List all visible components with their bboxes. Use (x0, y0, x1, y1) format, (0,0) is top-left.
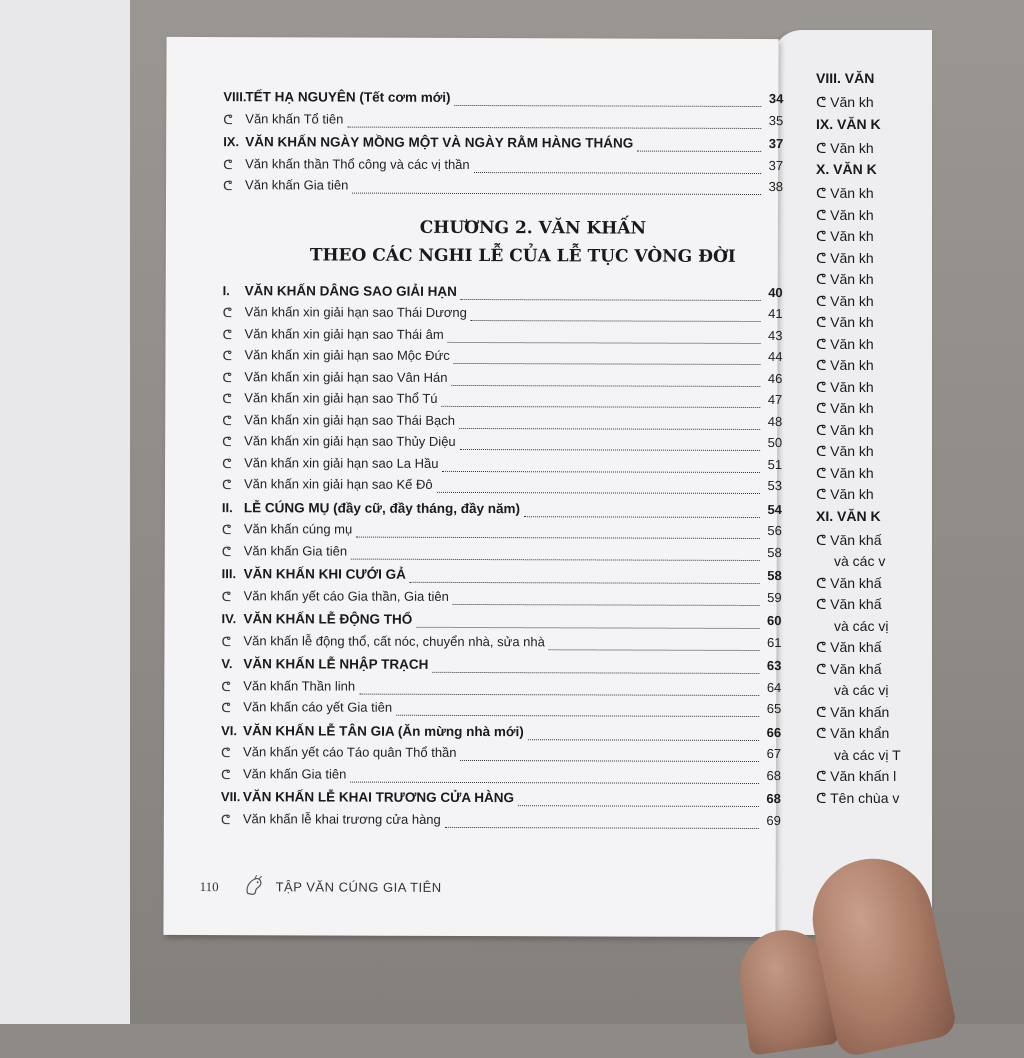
dot-leader (548, 649, 759, 651)
section-number: III. (221, 566, 237, 582)
toc-item-row (222, 543, 782, 565)
item-text: Văn khấn xin giải hạn sao Thủy Diệu (244, 433, 456, 449)
right-item-text: ᕦ Văn kh (816, 335, 874, 352)
bullet-icon: ᕦ (223, 178, 233, 194)
toc-item-row (222, 433, 782, 455)
item-page: 44 (767, 349, 783, 365)
section-number: IX. (223, 134, 240, 150)
item-text: Văn khấn cáo yết Gia tiên (243, 699, 393, 715)
item-text: Văn khấn xin giải hạn sao Thổ Tú (244, 390, 438, 406)
toc-item-row (223, 156, 783, 178)
item-text: Văn khấn xin giải hạn sao Thái âm (244, 325, 444, 342)
item-page: 48 (767, 413, 783, 429)
toc-item-row (222, 412, 782, 434)
section-title: LỄ CÚNG MỤ (đầy cữ, đầy tháng, đầy năm) (243, 499, 521, 516)
dot-leader (471, 320, 761, 322)
dot-leader (451, 384, 760, 386)
dot-leader (637, 151, 761, 152)
dot-leader (396, 715, 759, 717)
section-number: V. (221, 656, 233, 672)
bullet-icon: ᕦ (222, 412, 232, 428)
bullet-icon: ᕦ (220, 811, 231, 827)
item-text: Văn khấn xin giải hạn sao La Hầu (244, 454, 439, 471)
bullet-icon: ᕦ (222, 434, 232, 450)
footer-page-number: 110 (199, 879, 219, 895)
bullet-icon: ᕦ (223, 156, 233, 172)
right-section-heading: IX. VĂN K (816, 115, 881, 132)
item-text: Văn khấn thần Thổ công và các vị thần (245, 155, 470, 172)
toc-item-row (221, 699, 781, 721)
section-page: 37 (768, 136, 784, 152)
right-item-text: ᕦ Văn kh (816, 271, 874, 287)
toc-section-row (221, 611, 781, 633)
dot-leader (432, 672, 759, 674)
right-item-text: ᕦ Văn khấ (816, 596, 882, 612)
item-text: Văn khấn yết cáo Táo quân Thổ thần (243, 744, 457, 760)
toc-section-row (222, 500, 782, 522)
dot-leader (460, 449, 760, 451)
bullet-icon: ᕦ (222, 348, 232, 364)
right-item-text: ᕦ Văn kh (816, 486, 874, 502)
right-item-text: ᕦ Văn khấ (816, 660, 882, 677)
item-text: Văn khấn yết cáo Gia thần, Gia tiên (243, 587, 449, 604)
item-text: Văn khấn xin giải hạn sao Vân Hán (244, 368, 448, 385)
dot-leader (347, 126, 761, 128)
item-text: Văn khấn Gia tiên (243, 542, 348, 559)
section-title: VĂN KHẤN NGÀY MỒNG MỘT VÀ NGÀY RẰM HÀNG THÁNG (245, 134, 634, 151)
section-title: VĂN KHẤN LỄ KHAI TRƯƠNG CỬA HÀNG (242, 789, 515, 806)
item-page: 43 (768, 327, 783, 343)
toc-item-row (223, 304, 783, 326)
page-footer (200, 875, 600, 900)
item-text: Văn khấn xin giải hạn sao Thái Bạch (244, 411, 456, 428)
toc-item-row (221, 633, 781, 655)
dot-leader (524, 516, 760, 518)
item-text: Văn khấn Tổ tiên (245, 110, 344, 127)
right-item-text: ᕦ Văn kh (816, 185, 874, 201)
item-text: Văn khấn xin giải hạn sao Mộc Đức (244, 347, 450, 363)
chapter-title-line2: THEO CÁC NGHI LỄ CỦA LỄ TỤC VÒNG ĐỜI (309, 244, 736, 267)
item-page: 59 (767, 589, 782, 605)
section-page: 40 (768, 284, 783, 300)
toc-item-row (221, 766, 781, 788)
right-item-text: ᕦ Văn khấn l (816, 768, 897, 784)
section-page: 34 (768, 91, 784, 107)
dragon-logo-icon (244, 873, 266, 897)
right-item-text: ᕦ Văn kh (816, 206, 874, 223)
dot-leader (459, 427, 760, 429)
right-page (772, 30, 932, 935)
dot-leader (350, 781, 759, 783)
toc-item-row (223, 177, 783, 199)
right-item-text: ᕦ Văn kh (816, 400, 874, 416)
dot-leader (352, 193, 761, 195)
item-text: Văn khấn lễ động thổ, cất nóc, chuyển nhà, sửa nhà (243, 632, 545, 649)
bullet-icon: ᕦ (223, 111, 233, 127)
right-item-text: ᕦ Văn kh (816, 292, 874, 309)
right-item-text: và các vị T (834, 746, 901, 763)
dot-leader (359, 693, 759, 695)
section-number: VIII. (223, 89, 247, 105)
right-item-text: ᕦ Văn kh (816, 94, 874, 110)
left-page (163, 37, 784, 937)
dot-leader (453, 603, 760, 605)
footer-book-title: TẬP VĂN CÚNG GIA TIÊN (275, 879, 442, 895)
dot-leader (445, 826, 759, 828)
right-item-text: ᕦ Văn khấ (816, 639, 882, 655)
section-title: VĂN KHẤN LỄ ĐỘNG THỔ (243, 611, 413, 627)
right-item-text: ᕦ Văn kh (816, 443, 874, 459)
toc-item-row (221, 678, 781, 700)
item-page: 64 (766, 679, 782, 695)
dot-leader (356, 537, 760, 539)
right-item-text: ᕦ Văn kh (816, 464, 874, 481)
bullet-icon: ᕦ (221, 543, 232, 559)
toc-item-row (223, 111, 783, 133)
section-title: VĂN KHẤN LỄ TÂN GIA (Ăn mừng nhà mới) (243, 722, 524, 739)
toc-item-row (222, 326, 782, 348)
item-text: Văn khấn Thần linh (243, 677, 356, 694)
dot-leader (437, 492, 760, 494)
section-number: VI. (221, 722, 238, 738)
item-page: 50 (767, 435, 783, 451)
toc-item-row (222, 390, 782, 412)
dot-leader (461, 298, 761, 300)
section-title: VĂN KHẤN LỄ NHẬP TRẠCH (243, 656, 429, 672)
toc-item-row (222, 588, 782, 610)
bullet-icon: ᕦ (221, 477, 232, 493)
toc-section-row (222, 566, 782, 588)
item-text: Văn khấn lễ khai trương cửa hàng (242, 810, 441, 827)
item-page: 69 (766, 812, 781, 828)
right-item-text: ᕦ Văn kh (816, 357, 874, 373)
item-text: Văn khấn Gia tiên (245, 177, 349, 193)
item-page: 58 (767, 544, 782, 560)
background-left-table (0, 0, 130, 1024)
section-title: VĂN KHẤN DÂNG SAO GIẢI HẠN (244, 282, 457, 299)
item-page: 68 (766, 767, 782, 783)
toc-section-row (223, 134, 783, 156)
right-item-text: ᕦ Văn khấ (816, 574, 882, 591)
bullet-icon: ᕦ (221, 745, 231, 761)
dot-leader (518, 805, 759, 807)
bullet-icon: ᕦ (222, 305, 233, 321)
bullet-icon: ᕦ (221, 633, 231, 649)
section-title: TẾT HẠ NGUYÊN (Tết cơm mới) (245, 89, 451, 105)
dot-leader (528, 739, 759, 741)
right-section-heading: VIII. VĂN (816, 70, 875, 86)
dot-leader (351, 558, 760, 560)
item-text: Văn khấn xin giải hạn sao Thái Dương (244, 304, 467, 320)
item-page: 61 (766, 634, 782, 650)
section-number: II. (221, 499, 233, 515)
bullet-icon: ᕦ (222, 391, 232, 407)
right-item-text: ᕦ Văn khấ (816, 531, 882, 548)
section-number: I. (222, 282, 230, 298)
bullet-icon: ᕦ (221, 700, 231, 716)
toc-section-row (221, 656, 781, 678)
bullet-icon: ᕦ (221, 522, 232, 538)
right-item-text: và các v (834, 553, 886, 569)
toc-item-row (222, 521, 782, 543)
toc-section-row (223, 283, 783, 305)
section-page: 58 (767, 568, 782, 584)
right-item-text: ᕦ Văn khấn (816, 703, 890, 720)
table-of-contents (221, 89, 784, 911)
section-title: VĂN KHẤN KHI CƯỚI GẢ (243, 566, 406, 582)
bullet-icon: ᕦ (222, 369, 232, 385)
toc-section-row (223, 89, 783, 111)
dot-leader (474, 172, 761, 174)
item-page: 37 (768, 157, 784, 173)
dot-leader (410, 582, 760, 584)
item-page: 41 (768, 306, 783, 322)
toc-item-row (222, 347, 782, 369)
toc-item-row (222, 476, 782, 498)
dot-leader (454, 105, 761, 107)
toc-item-row (221, 811, 781, 833)
right-item-text: ᕦ Văn kh (816, 314, 874, 330)
toc-item-row (222, 369, 782, 391)
item-text: Văn khấn cúng mụ (243, 521, 353, 537)
section-page: 54 (767, 501, 782, 517)
chapter-title-line1: CHƯƠNG 2. VĂN KHẤN (419, 217, 647, 239)
section-number: IV. (221, 611, 237, 627)
bullet-icon: ᕦ (222, 455, 232, 471)
dot-leader (417, 627, 760, 629)
item-page: 47 (767, 392, 783, 408)
right-item-text: ᕦ Văn kh (816, 228, 874, 244)
right-item-text: ᕦ Văn kh (816, 139, 874, 156)
item-page: 51 (767, 456, 783, 472)
toc-item-row (222, 455, 782, 477)
right-section-heading: XI. VĂN K (816, 507, 881, 524)
item-text: Văn khấn xin giải hạn sao Kế Đô (243, 476, 433, 492)
item-page: 65 (766, 701, 782, 717)
toc-item-row (221, 744, 781, 766)
dot-leader (441, 406, 760, 408)
toc-section-row (221, 723, 781, 745)
right-item-text: ᕦ Văn kh (816, 249, 874, 266)
section-page: 68 (766, 791, 781, 807)
item-page: 53 (767, 478, 783, 494)
item-page: 46 (767, 370, 783, 386)
right-item-text: ᕦ Văn khẩn (816, 725, 890, 741)
bullet-icon: ᕦ (221, 588, 232, 604)
bullet-icon: ᕦ (220, 766, 231, 782)
right-item-text: và các vị (834, 682, 889, 698)
section-page: 66 (766, 724, 782, 740)
right-item-text: và các vị (834, 617, 889, 634)
item-text: Văn khấn Gia tiên (242, 765, 347, 782)
item-page: 67 (766, 746, 782, 762)
right-section-heading: X. VĂN K (816, 161, 877, 177)
item-page: 35 (768, 112, 784, 128)
dot-leader (460, 760, 759, 762)
dot-leader (453, 363, 760, 365)
bullet-icon: ᕦ (221, 678, 231, 694)
right-item-text: ᕦ Văn kh (816, 378, 874, 395)
toc-section-row (221, 789, 781, 811)
dot-leader (448, 341, 761, 343)
item-page: 56 (767, 523, 782, 539)
right-item-text: ᕦ Tên chùa v (816, 789, 900, 806)
bullet-icon: ᕦ (222, 326, 233, 342)
right-item-text: ᕦ Văn kh (816, 421, 874, 438)
section-number: VII. (220, 789, 241, 805)
item-page: 38 (768, 179, 784, 195)
dot-leader (442, 470, 760, 472)
section-page: 60 (767, 613, 782, 629)
section-page: 63 (766, 658, 782, 674)
